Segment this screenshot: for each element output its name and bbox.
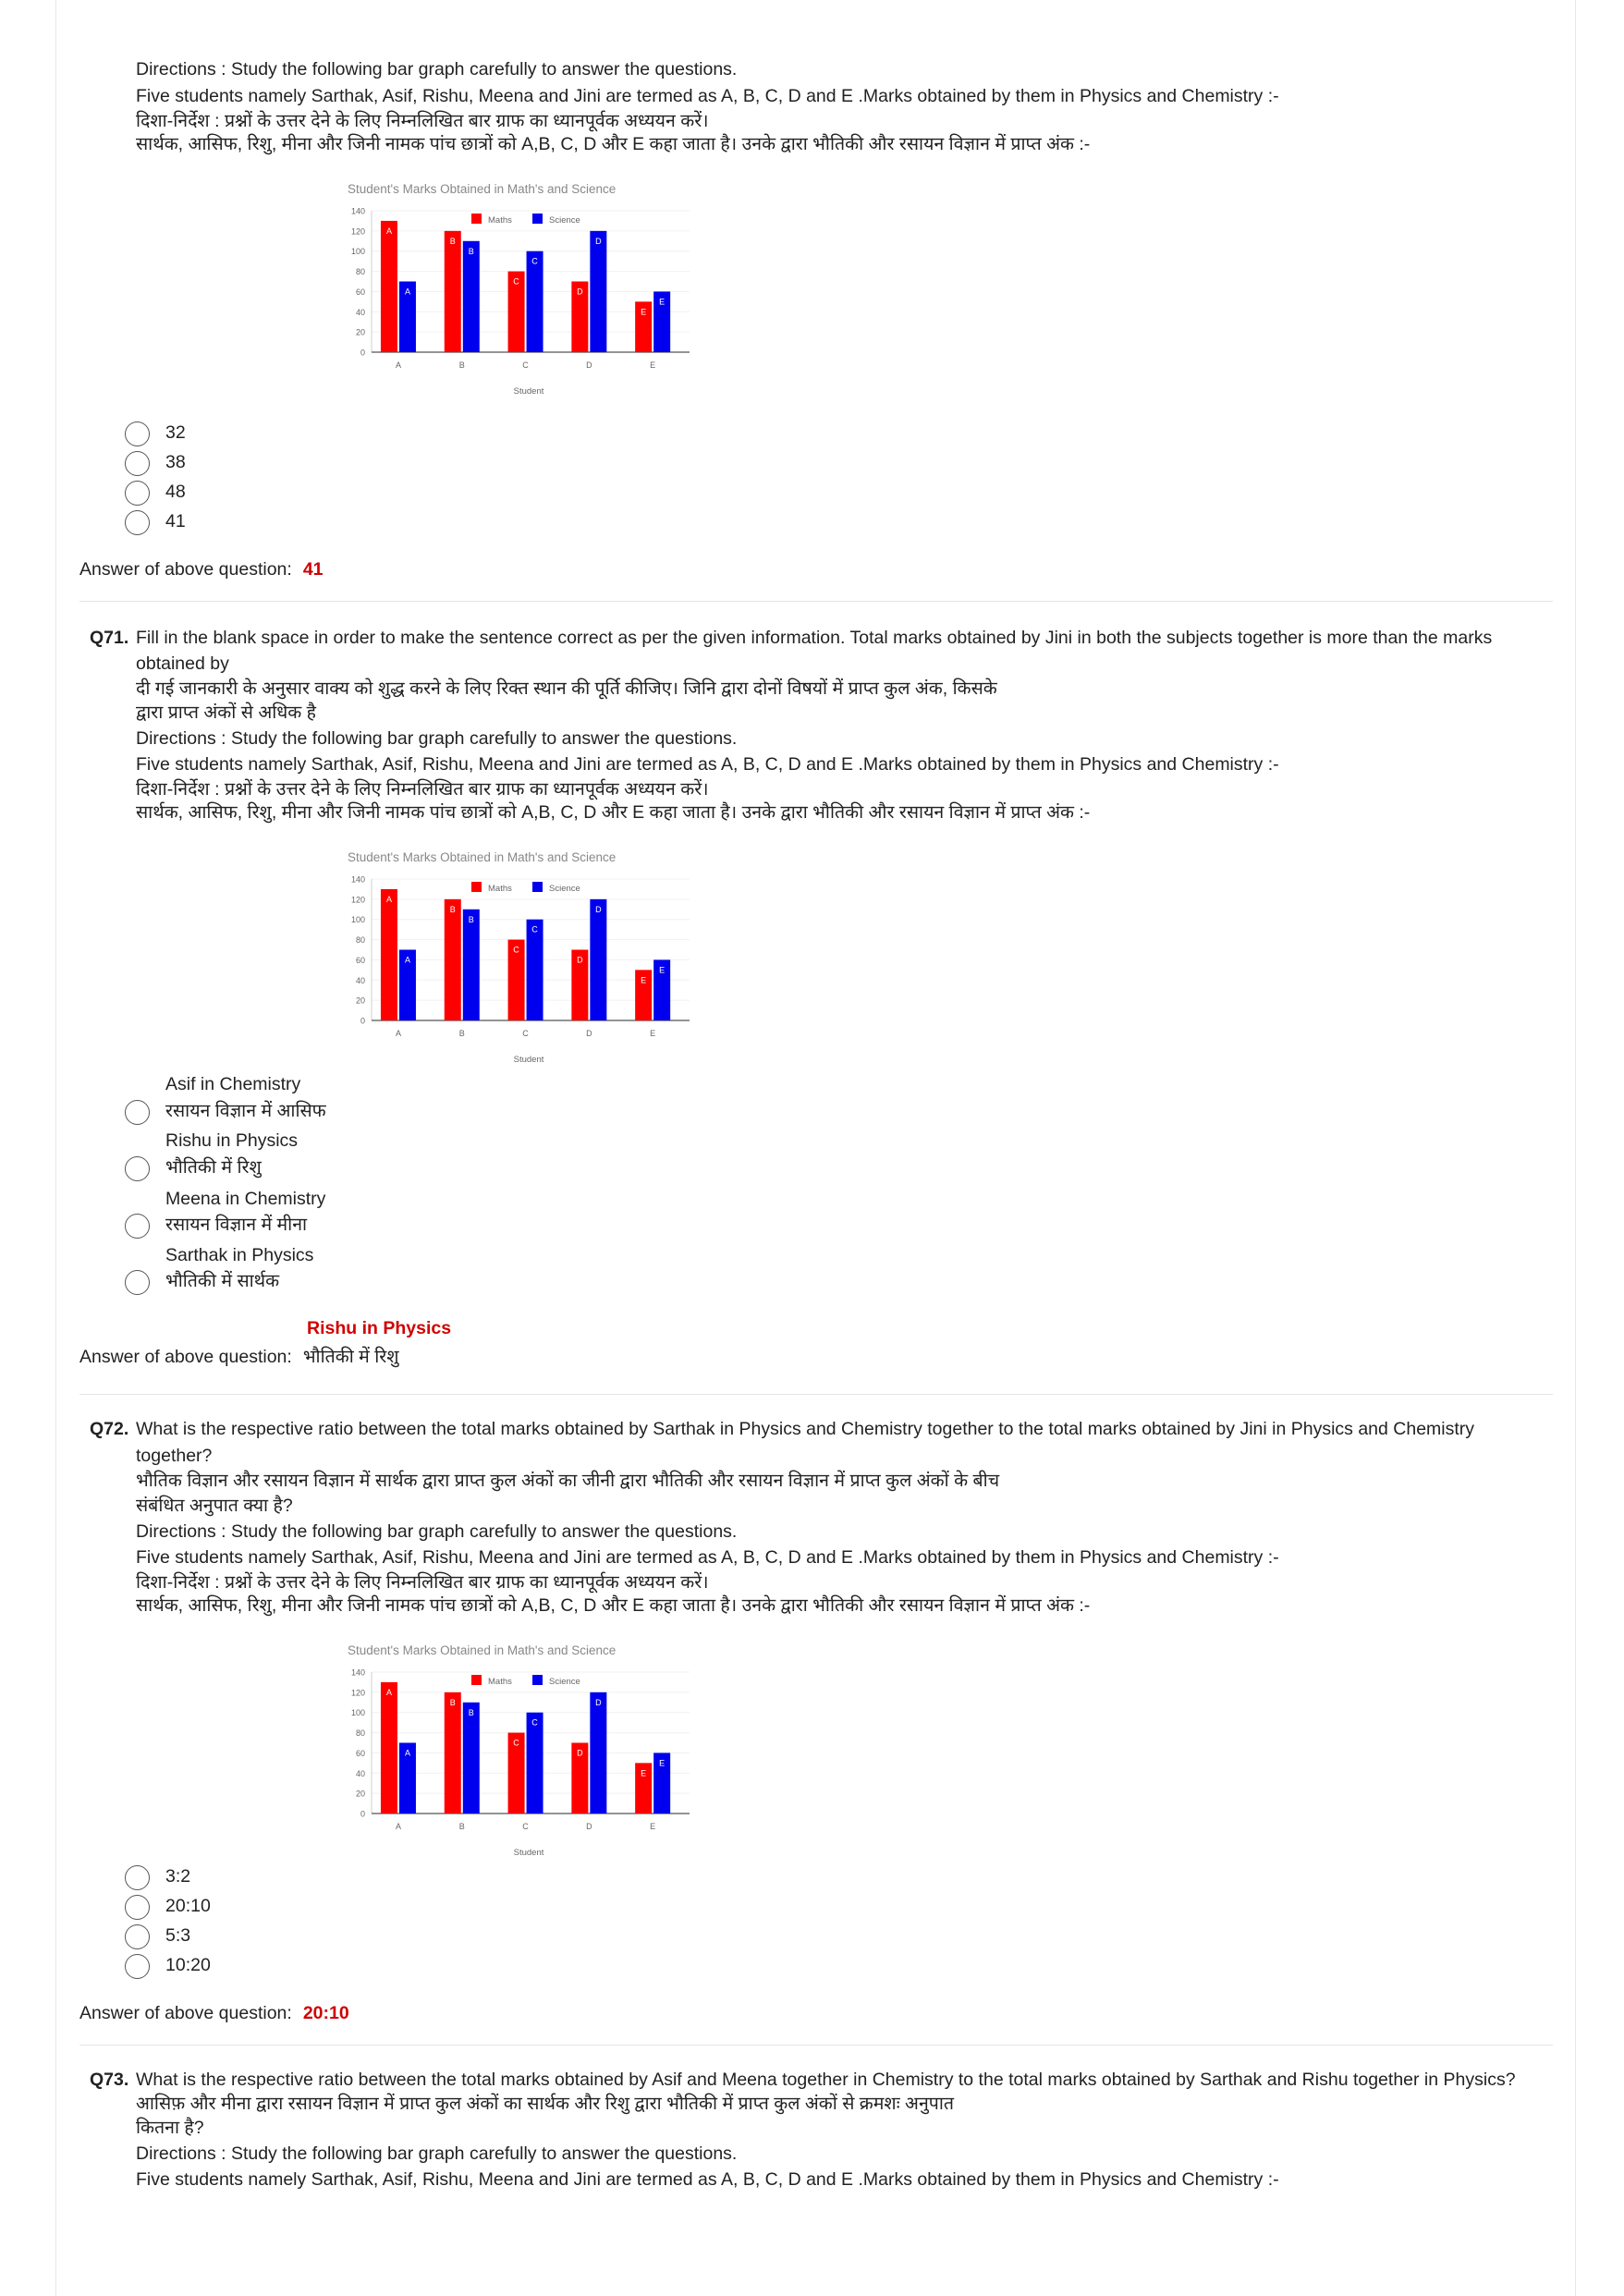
- question-text-hi: द्वारा प्राप्त अंकों से अधिक है: [136, 702, 317, 723]
- legend-label: Maths: [488, 884, 512, 894]
- option-label-en: Rishu in Physics: [165, 1130, 299, 1151]
- option-radio[interactable]: [125, 1895, 150, 1920]
- chart-title: Student's Marks Obtained in Math's and Science: [348, 850, 617, 864]
- legend-swatch: [532, 882, 543, 892]
- option-radio[interactable]: [125, 1924, 150, 1949]
- chart-title: Student's Marks Obtained in Math's and Science: [348, 1643, 617, 1657]
- question-number: Q71.: [90, 628, 129, 648]
- intro-en: Five students namely Sarthak, Asif, Rishu, Meena and Jini are termed as A, B, C, D and E .Marks obtained by them in Physics and Chemistry :-: [136, 754, 1279, 775]
- question-text-hi: भौतिक विज्ञान और रसायन विज्ञान में सार्थक द्वारा प्राप्त कुल अंकों का जीनी द्वारा भौतिकी और रसायन विज्ञान में प्राप्त कुल अंकों के बीच: [136, 1471, 1000, 1491]
- y-tick-label: 120: [350, 1688, 365, 1698]
- question-text-en: What is the respective ratio between the total marks obtained by Asif and Meena together in Chemistry to the total marks obtained by Sarthak and Rishu together in Physics?: [136, 2070, 1516, 2090]
- y-tick-label: 60: [355, 955, 365, 965]
- bar-label: D: [595, 1697, 602, 1707]
- bar-maths: [445, 899, 461, 1020]
- question-text-en: What is the respective ratio between the total marks obtained by Sarthak in Physics and Chemistry together to the total marks obtained by Jini in Physics and Chemistry: [136, 1419, 1475, 1439]
- y-tick-label: 80: [355, 267, 365, 277]
- question-text-hi: कितना है?: [136, 2118, 204, 2138]
- question-text-hi: संबंधित अनुपात क्या है?: [136, 1496, 293, 1516]
- option-label: 38: [165, 452, 186, 472]
- separator: [79, 1394, 1553, 1395]
- option-label: 3:2: [165, 1866, 191, 1887]
- answer-row: [79, 556, 324, 582]
- bar-maths: [445, 1692, 461, 1814]
- x-tick-label: E: [650, 1822, 656, 1831]
- directions-hi: दिशा-निर्देश : प्रश्नों के उत्तर देने के लिए निम्नलिखित बार ग्राफ का ध्यानपूर्वक अध्ययन करें।: [136, 779, 709, 800]
- intro-hi: सार्थक, आसिफ, रिशु, मीना और जिनी नामक पांच छात्रों को A,B, C, D और E कहा जाता है। उनके द्वारा भौतिकी और रसायन विज्ञान में प्राप्त अंक :-: [136, 802, 1091, 823]
- bar-science: [527, 1713, 543, 1814]
- directions-en: Directions : Study the following bar graph carefully to answer the questions.: [136, 59, 738, 79]
- option-label: 41: [165, 511, 186, 531]
- y-tick-label: 20: [355, 327, 365, 337]
- bar-label: D: [595, 904, 602, 914]
- option-radio[interactable]: [125, 1100, 150, 1125]
- bar-maths: [381, 221, 397, 352]
- bar-label: C: [531, 256, 538, 266]
- bar-science: [463, 241, 480, 352]
- y-tick-label: 140: [350, 1667, 365, 1678]
- question-number: Q73.: [90, 2070, 129, 2090]
- bar-label: A: [385, 1687, 392, 1697]
- bar-label: B: [449, 1697, 456, 1707]
- intro-en: Five students namely Sarthak, Asif, Rishu, Meena and Jini are termed as A, B, C, D and E .Marks obtained by them in Physics and Chemistry :-: [136, 1547, 1279, 1568]
- bar-science: [463, 1703, 480, 1814]
- option-label-en: Meena in Chemistry: [165, 1189, 326, 1209]
- y-tick-label: 40: [355, 307, 365, 317]
- answer-row: [79, 1344, 399, 1370]
- y-tick-label: 0: [360, 1809, 365, 1819]
- bar-label: C: [513, 276, 519, 287]
- bar-label: B: [468, 914, 474, 924]
- intro-en: Five students namely Sarthak, Asif, Rishu, Meena and Jini are termed as A, B, C, D and E .Marks obtained by them in Physics and Chemistry :-: [136, 2169, 1279, 2190]
- answer-value-hi: भौतिकी में रिशु: [302, 1347, 399, 1367]
- answer-value-en: Rishu in Physics: [307, 1318, 452, 1338]
- y-tick-label: 120: [350, 226, 365, 237]
- bar-maths: [381, 1682, 397, 1814]
- y-tick-label: 0: [360, 348, 365, 358]
- bar-label: C: [531, 924, 538, 934]
- directions-hi: दिशा-निर्देश : प्रश्नों के उत्तर देने के लिए निम्नलिखित बार ग्राफ का ध्यानपूर्वक अध्ययन करें।: [136, 111, 709, 131]
- x-axis-label: Student: [513, 386, 544, 397]
- separator: [79, 601, 1553, 602]
- option-radio[interactable]: [125, 421, 150, 446]
- y-tick-label: 120: [350, 895, 365, 905]
- y-tick-label: 100: [350, 915, 365, 925]
- bar-label: E: [641, 1768, 647, 1778]
- question-text: [90, 2067, 128, 2093]
- legend-swatch: [471, 214, 482, 224]
- directions-en: Directions : Study the following bar graph carefully to answer the questions.: [136, 728, 738, 749]
- bar-label: A: [404, 1748, 410, 1758]
- x-tick-label: A: [395, 360, 401, 370]
- bar-label: A: [385, 226, 392, 236]
- chart-title: Student's Marks Obtained in Math's and Science: [348, 182, 617, 196]
- bar-label: D: [577, 955, 583, 965]
- x-tick-label: C: [522, 1822, 529, 1831]
- intro-hi: सार्थक, आसिफ, रिशु, मीना और जिनी नामक पांच छात्रों को A,B, C, D और E कहा जाता है। उनके द्वारा भौतिकी और रसायन विज्ञान में प्राप्त अंक :-: [136, 134, 1091, 154]
- y-tick-label: 80: [355, 935, 365, 946]
- bar-chart: [333, 844, 702, 1070]
- y-tick-label: 140: [350, 874, 365, 885]
- question-text: [90, 625, 128, 651]
- directions-en: Directions : Study the following bar graph carefully to answer the questions.: [136, 1521, 738, 1542]
- y-tick-label: 100: [350, 1708, 365, 1718]
- legend-swatch: [471, 882, 482, 892]
- legend-swatch: [532, 214, 543, 224]
- question-text-en: obtained by: [136, 653, 229, 674]
- answer-label: Answer of above question:: [79, 2003, 292, 2023]
- bar-label: B: [468, 1707, 474, 1717]
- bar-science: [590, 1692, 606, 1814]
- legend-swatch: [532, 1675, 543, 1685]
- option-label-hi: रसायन विज्ञान में आसिफ: [165, 1101, 326, 1121]
- question-text-en: Fill in the blank space in order to make the sentence correct as per the given information. Total marks obtained by Jini in both the subjects together is more than the marks: [136, 628, 1493, 648]
- x-tick-label: E: [650, 1029, 656, 1038]
- x-tick-label: E: [650, 360, 656, 370]
- option-radio[interactable]: [125, 1954, 150, 1979]
- y-tick-label: 40: [355, 975, 365, 985]
- y-tick-label: 100: [350, 247, 365, 257]
- bar-science: [590, 231, 606, 352]
- bar-label: E: [659, 1758, 665, 1768]
- directions-hi: दिशा-निर्देश : प्रश्नों के उत्तर देने के लिए निम्नलिखित बार ग्राफ का ध्यानपूर्वक अध्ययन करें।: [136, 1572, 709, 1593]
- bar-label: C: [531, 1717, 538, 1728]
- y-tick-label: 20: [355, 1789, 365, 1799]
- x-tick-label: A: [395, 1822, 401, 1831]
- bar-maths: [381, 889, 397, 1020]
- bar-science: [590, 899, 606, 1020]
- y-tick-label: 20: [355, 995, 365, 1006]
- bar-label: D: [595, 236, 602, 246]
- intro-en: Five students namely Sarthak, Asif, Rishu, Meena and Jini are termed as A, B, C, D and E .Marks obtained by them in Physics and Chemistry :-: [136, 86, 1279, 106]
- x-tick-label: C: [522, 1029, 529, 1038]
- bar-label: D: [577, 287, 583, 297]
- legend-label: Science: [549, 215, 580, 226]
- bar-label: A: [404, 955, 410, 965]
- answer-value: 41: [302, 559, 324, 580]
- bar-maths: [445, 231, 461, 352]
- question-text-hi: आसिफ़ और मीना द्वारा रसायन विज्ञान में प्राप्त कुल अंकों का सार्थक और रिशु द्वारा भौतिकी में प्राप्त कुल अंकों से क्रमशः अनुपात: [136, 2094, 955, 2114]
- legend-label: Science: [549, 1677, 580, 1687]
- directions-en: Directions : Study the following bar graph carefully to answer the questions.: [136, 2143, 738, 2164]
- bar-label: E: [659, 965, 665, 975]
- option-label-en: Sarthak in Physics: [165, 1245, 314, 1265]
- x-tick-label: D: [586, 360, 592, 370]
- bar-chart: [333, 1637, 702, 1863]
- bar-science: [527, 920, 543, 1020]
- bar-science: [527, 251, 543, 352]
- y-tick-label: 0: [360, 1016, 365, 1026]
- option-label-hi: भौतिकी में सार्थक: [165, 1271, 280, 1291]
- x-tick-label: D: [586, 1822, 592, 1831]
- bar-label: E: [659, 297, 665, 307]
- option-radio[interactable]: [125, 1214, 150, 1239]
- bar-label: B: [449, 904, 456, 914]
- option-label: 20:10: [165, 1896, 211, 1916]
- bar-label: A: [404, 287, 410, 297]
- legend-label: Maths: [488, 1677, 512, 1687]
- option-label-hi: भौतिकी में रिशु: [165, 1157, 262, 1178]
- option-radio[interactable]: [125, 1270, 150, 1295]
- y-tick-label: 60: [355, 287, 365, 297]
- option-label: 5:3: [165, 1925, 191, 1946]
- y-tick-label: 40: [355, 1768, 365, 1778]
- answer-value: 20:10: [302, 2003, 349, 2023]
- x-tick-label: B: [458, 360, 465, 370]
- bar-label: A: [385, 894, 392, 904]
- question-text: [90, 1416, 128, 1442]
- x-tick-label: D: [586, 1029, 592, 1038]
- option-label-en: Asif in Chemistry: [165, 1074, 301, 1094]
- legend-swatch: [471, 1675, 482, 1685]
- intro-hi: सार्थक, आसिफ, रिशु, मीना और जिनी नामक पांच छात्रों को A,B, C, D और E कहा जाता है। उनके द्वारा भौतिकी और रसायन विज्ञान में प्राप्त अंक :-: [136, 1595, 1091, 1616]
- legend-label: Science: [549, 884, 580, 894]
- bar-label: C: [513, 945, 519, 955]
- x-tick-label: C: [522, 360, 529, 370]
- option-label: 48: [165, 482, 186, 502]
- separator: [79, 2045, 1553, 2046]
- answer-label: Answer of above question:: [79, 559, 292, 580]
- option-radio[interactable]: [125, 481, 150, 506]
- bar-science: [463, 910, 480, 1020]
- x-axis-label: Student: [513, 1055, 544, 1065]
- bar-label: E: [641, 307, 647, 317]
- bar-label: C: [513, 1738, 519, 1748]
- question-text-hi: दी गई जानकारी के अनुसार वाक्य को शुद्ध करने के लिए रिक्त स्थान की पूर्ति कीजिए। जिनि द्वारा दोनों विषयों में प्राप्त कुल अंक, किसके: [136, 678, 997, 699]
- bar-label: B: [468, 246, 474, 256]
- legend-label: Maths: [488, 215, 512, 226]
- option-radio[interactable]: [125, 451, 150, 476]
- option-radio[interactable]: [125, 1865, 150, 1890]
- x-axis-label: Student: [513, 1848, 544, 1858]
- option-radio[interactable]: [125, 1156, 150, 1181]
- question-text-en: together?: [136, 1446, 213, 1466]
- option-label: 32: [165, 422, 186, 443]
- bar-label: E: [641, 975, 647, 985]
- y-tick-label: 60: [355, 1748, 365, 1758]
- option-label: 10:20: [165, 1955, 211, 1975]
- x-tick-label: A: [395, 1029, 401, 1038]
- question-number: Q72.: [90, 1419, 129, 1439]
- bar-label: B: [449, 236, 456, 246]
- y-tick-label: 80: [355, 1728, 365, 1739]
- option-label-hi: रसायन विज्ञान में मीना: [165, 1215, 308, 1235]
- bar-chart: [333, 176, 702, 402]
- answer-row: [79, 2000, 349, 2026]
- x-tick-label: B: [458, 1029, 465, 1038]
- bar-label: D: [577, 1748, 583, 1758]
- x-tick-label: B: [458, 1822, 465, 1831]
- answer-label: Answer of above question:: [79, 1347, 292, 1367]
- option-radio[interactable]: [125, 510, 150, 535]
- y-tick-label: 140: [350, 206, 365, 216]
